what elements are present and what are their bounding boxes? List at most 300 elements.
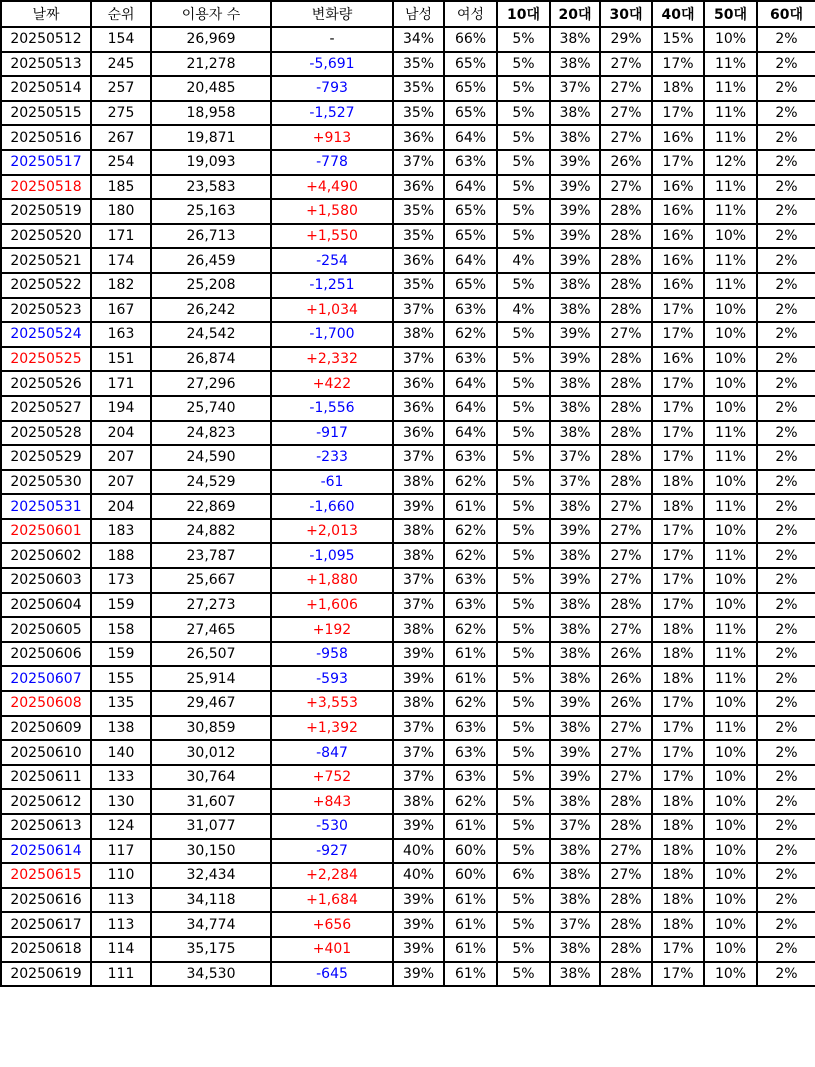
table-row	[1, 593, 815, 618]
cell-rank: 173	[91, 568, 151, 593]
cell-male: 38%	[393, 691, 444, 716]
cell-date: 20250615	[1, 863, 91, 888]
cell-change: -	[271, 27, 393, 52]
cell-date: 20250606	[1, 642, 91, 667]
cell-age-30: 28%	[600, 199, 652, 224]
cell-age-40: 17%	[652, 371, 704, 396]
cell-age-10: 5%	[497, 27, 550, 52]
cell-change: +2,013	[271, 519, 393, 544]
cell-users: 25,740	[151, 396, 271, 421]
cell-age-40: 17%	[652, 765, 704, 790]
cell-age-10: 5%	[497, 273, 550, 298]
cell-date: 20250519	[1, 199, 91, 224]
table-row	[1, 691, 815, 716]
cell-rank: 245	[91, 52, 151, 77]
cell-age-30: 28%	[600, 371, 652, 396]
cell-age-60: 2%	[757, 52, 815, 77]
cell-rank: 171	[91, 224, 151, 249]
cell-age-40: 17%	[652, 962, 704, 987]
cell-male: 36%	[393, 371, 444, 396]
cell-age-10: 5%	[497, 470, 550, 495]
cell-age-30: 27%	[600, 76, 652, 101]
cell-change: +192	[271, 617, 393, 642]
cell-age-40: 18%	[652, 912, 704, 937]
cell-rank: 113	[91, 888, 151, 913]
table-row	[1, 396, 815, 421]
cell-age-50: 11%	[704, 52, 757, 77]
cell-age-30: 28%	[600, 789, 652, 814]
cell-age-10: 5%	[497, 494, 550, 519]
cell-male: 35%	[393, 101, 444, 126]
cell-male: 36%	[393, 421, 444, 446]
cell-age-60: 2%	[757, 716, 815, 741]
cell-users: 26,459	[151, 248, 271, 273]
cell-age-20: 39%	[550, 322, 600, 347]
cell-rank: 257	[91, 76, 151, 101]
cell-age-50: 10%	[704, 789, 757, 814]
cell-age-20: 38%	[550, 125, 600, 150]
cell-age-10: 6%	[497, 863, 550, 888]
cell-male: 38%	[393, 617, 444, 642]
cell-age-10: 5%	[497, 765, 550, 790]
cell-users: 35,175	[151, 937, 271, 962]
cell-rank: 194	[91, 396, 151, 421]
cell-change: -927	[271, 839, 393, 864]
cell-female: 61%	[444, 814, 497, 839]
cell-change: -1,660	[271, 494, 393, 519]
cell-age-30: 27%	[600, 863, 652, 888]
cell-rank: 138	[91, 716, 151, 741]
cell-male: 37%	[393, 765, 444, 790]
cell-male: 38%	[393, 519, 444, 544]
cell-age-40: 18%	[652, 814, 704, 839]
cell-age-60: 2%	[757, 617, 815, 642]
cell-age-30: 27%	[600, 543, 652, 568]
cell-age-30: 26%	[600, 642, 652, 667]
cell-age-40: 18%	[652, 470, 704, 495]
cell-female: 61%	[444, 937, 497, 962]
cell-male: 34%	[393, 27, 444, 52]
cell-age-60: 2%	[757, 839, 815, 864]
cell-male: 36%	[393, 125, 444, 150]
cell-age-20: 38%	[550, 273, 600, 298]
cell-age-30: 27%	[600, 568, 652, 593]
cell-age-10: 5%	[497, 814, 550, 839]
table-row	[1, 322, 815, 347]
cell-age-20: 38%	[550, 962, 600, 987]
table-row	[1, 666, 815, 691]
cell-users: 26,874	[151, 347, 271, 372]
cell-rank: 267	[91, 125, 151, 150]
cell-age-20: 38%	[550, 52, 600, 77]
table-row	[1, 839, 815, 864]
cell-male: 40%	[393, 863, 444, 888]
cell-date: 20250528	[1, 421, 91, 446]
cell-age-10: 5%	[497, 322, 550, 347]
cell-age-40: 18%	[652, 789, 704, 814]
cell-female: 63%	[444, 347, 497, 372]
cell-age-40: 17%	[652, 150, 704, 175]
cell-age-30: 27%	[600, 175, 652, 200]
cell-female: 63%	[444, 765, 497, 790]
cell-rank: 158	[91, 617, 151, 642]
cell-age-30: 26%	[600, 666, 652, 691]
cell-users: 31,607	[151, 789, 271, 814]
cell-age-40: 17%	[652, 298, 704, 323]
cell-age-50: 10%	[704, 27, 757, 52]
cell-age-30: 26%	[600, 150, 652, 175]
cell-age-10: 5%	[497, 691, 550, 716]
cell-age-40: 17%	[652, 716, 704, 741]
cell-users: 18,958	[151, 101, 271, 126]
cell-age-60: 2%	[757, 568, 815, 593]
cell-users: 25,163	[151, 199, 271, 224]
cell-male: 36%	[393, 248, 444, 273]
cell-users: 24,590	[151, 445, 271, 470]
cell-age-10: 5%	[497, 716, 550, 741]
cell-age-50: 11%	[704, 125, 757, 150]
cell-age-20: 37%	[550, 814, 600, 839]
cell-male: 39%	[393, 962, 444, 987]
cell-age-40: 17%	[652, 322, 704, 347]
cell-rank: 180	[91, 199, 151, 224]
cell-date: 20250610	[1, 740, 91, 765]
cell-age-30: 28%	[600, 962, 652, 987]
cell-male: 37%	[393, 298, 444, 323]
cell-age-10: 5%	[497, 912, 550, 937]
cell-users: 25,667	[151, 568, 271, 593]
cell-age-20: 38%	[550, 27, 600, 52]
cell-age-60: 2%	[757, 101, 815, 126]
cell-age-10: 5%	[497, 224, 550, 249]
cell-rank: 159	[91, 642, 151, 667]
cell-age-50: 12%	[704, 150, 757, 175]
cell-age-10: 5%	[497, 839, 550, 864]
cell-rank: 130	[91, 789, 151, 814]
cell-age-60: 2%	[757, 199, 815, 224]
cell-age-20: 38%	[550, 937, 600, 962]
cell-age-50: 10%	[704, 740, 757, 765]
cell-age-40: 16%	[652, 125, 704, 150]
cell-male: 37%	[393, 445, 444, 470]
cell-date: 20250601	[1, 519, 91, 544]
table-row	[1, 101, 815, 126]
cell-female: 65%	[444, 273, 497, 298]
cell-change: +1,880	[271, 568, 393, 593]
cell-age-50: 10%	[704, 765, 757, 790]
cell-date: 20250605	[1, 617, 91, 642]
table-row	[1, 765, 815, 790]
cell-age-20: 38%	[550, 298, 600, 323]
cell-female: 66%	[444, 27, 497, 52]
cell-date: 20250608	[1, 691, 91, 716]
cell-female: 61%	[444, 642, 497, 667]
cell-change: +913	[271, 125, 393, 150]
cell-age-20: 38%	[550, 789, 600, 814]
cell-female: 65%	[444, 52, 497, 77]
cell-age-50: 10%	[704, 298, 757, 323]
cell-rank: 159	[91, 593, 151, 618]
cell-date: 20250525	[1, 347, 91, 372]
cell-age-30: 27%	[600, 519, 652, 544]
cell-age-20: 38%	[550, 101, 600, 126]
cell-date: 20250618	[1, 937, 91, 962]
cell-change: -61	[271, 470, 393, 495]
table-row	[1, 199, 815, 224]
cell-age-20: 37%	[550, 76, 600, 101]
cell-age-10: 5%	[497, 642, 550, 667]
cell-age-40: 17%	[652, 445, 704, 470]
cell-users: 25,208	[151, 273, 271, 298]
table-row	[1, 248, 815, 273]
cell-change: +422	[271, 371, 393, 396]
cell-change: +2,332	[271, 347, 393, 372]
table-row	[1, 937, 815, 962]
cell-age-60: 2%	[757, 888, 815, 913]
cell-change: +1,550	[271, 224, 393, 249]
cell-age-30: 27%	[600, 494, 652, 519]
cell-age-50: 10%	[704, 962, 757, 987]
cell-male: 39%	[393, 642, 444, 667]
cell-age-20: 39%	[550, 765, 600, 790]
cell-female: 62%	[444, 543, 497, 568]
cell-age-30: 27%	[600, 617, 652, 642]
table-row	[1, 347, 815, 372]
cell-date: 20250616	[1, 888, 91, 913]
cell-age-10: 5%	[497, 125, 550, 150]
cell-users: 24,542	[151, 322, 271, 347]
cell-age-10: 5%	[497, 396, 550, 421]
table-row	[1, 863, 815, 888]
cell-age-50: 11%	[704, 199, 757, 224]
header-change: 변화량	[271, 1, 393, 27]
cell-rank: 254	[91, 150, 151, 175]
cell-age-30: 28%	[600, 396, 652, 421]
cell-rank: 163	[91, 322, 151, 347]
cell-age-20: 37%	[550, 445, 600, 470]
cell-age-50: 10%	[704, 839, 757, 864]
cell-age-50: 10%	[704, 396, 757, 421]
cell-users: 30,150	[151, 839, 271, 864]
cell-age-10: 4%	[497, 298, 550, 323]
cell-age-20: 39%	[550, 199, 600, 224]
cell-female: 64%	[444, 248, 497, 273]
cell-change: +1,034	[271, 298, 393, 323]
cell-female: 63%	[444, 298, 497, 323]
cell-users: 24,529	[151, 470, 271, 495]
cell-date: 20250604	[1, 593, 91, 618]
cell-change: -1,700	[271, 322, 393, 347]
cell-age-10: 5%	[497, 937, 550, 962]
cell-users: 22,869	[151, 494, 271, 519]
cell-date: 20250530	[1, 470, 91, 495]
cell-female: 63%	[444, 568, 497, 593]
cell-users: 25,914	[151, 666, 271, 691]
cell-date: 20250527	[1, 396, 91, 421]
cell-users: 34,118	[151, 888, 271, 913]
cell-female: 60%	[444, 839, 497, 864]
cell-male: 39%	[393, 666, 444, 691]
cell-age-60: 2%	[757, 740, 815, 765]
cell-date: 20250619	[1, 962, 91, 987]
cell-age-60: 2%	[757, 396, 815, 421]
cell-age-30: 27%	[600, 740, 652, 765]
cell-age-60: 2%	[757, 789, 815, 814]
cell-age-30: 27%	[600, 52, 652, 77]
cell-rank: 135	[91, 691, 151, 716]
cell-rank: 188	[91, 543, 151, 568]
cell-users: 20,485	[151, 76, 271, 101]
cell-rank: 154	[91, 27, 151, 52]
cell-age-10: 5%	[497, 789, 550, 814]
cell-age-10: 5%	[497, 421, 550, 446]
cell-users: 24,823	[151, 421, 271, 446]
cell-age-50: 10%	[704, 470, 757, 495]
cell-rank: 204	[91, 494, 151, 519]
cell-male: 39%	[393, 494, 444, 519]
header-row	[1, 1, 815, 27]
cell-users: 27,273	[151, 593, 271, 618]
table-row	[1, 175, 815, 200]
cell-age-20: 39%	[550, 740, 600, 765]
cell-age-20: 38%	[550, 371, 600, 396]
cell-age-60: 2%	[757, 593, 815, 618]
table-row	[1, 298, 815, 323]
cell-rank: 114	[91, 937, 151, 962]
cell-users: 19,093	[151, 150, 271, 175]
cell-age-40: 17%	[652, 52, 704, 77]
cell-date: 20250607	[1, 666, 91, 691]
cell-users: 26,507	[151, 642, 271, 667]
cell-age-10: 5%	[497, 740, 550, 765]
cell-age-60: 2%	[757, 814, 815, 839]
cell-age-40: 18%	[652, 76, 704, 101]
cell-rank: 182	[91, 273, 151, 298]
cell-age-40: 16%	[652, 224, 704, 249]
cell-rank: 155	[91, 666, 151, 691]
cell-age-40: 18%	[652, 839, 704, 864]
cell-female: 61%	[444, 912, 497, 937]
cell-age-60: 2%	[757, 691, 815, 716]
cell-age-20: 38%	[550, 494, 600, 519]
cell-age-50: 10%	[704, 912, 757, 937]
cell-female: 64%	[444, 125, 497, 150]
cell-female: 62%	[444, 322, 497, 347]
cell-age-50: 10%	[704, 371, 757, 396]
cell-age-20: 38%	[550, 863, 600, 888]
cell-age-30: 27%	[600, 101, 652, 126]
cell-age-40: 18%	[652, 666, 704, 691]
cell-rank: 174	[91, 248, 151, 273]
cell-rank: 124	[91, 814, 151, 839]
cell-female: 64%	[444, 396, 497, 421]
cell-male: 38%	[393, 543, 444, 568]
cell-users: 24,882	[151, 519, 271, 544]
cell-age-50: 11%	[704, 716, 757, 741]
cell-age-30: 28%	[600, 888, 652, 913]
cell-age-10: 5%	[497, 371, 550, 396]
cell-change: -1,527	[271, 101, 393, 126]
cell-age-20: 37%	[550, 470, 600, 495]
cell-male: 37%	[393, 593, 444, 618]
cell-age-10: 5%	[497, 617, 550, 642]
cell-age-20: 37%	[550, 912, 600, 937]
cell-rank: 183	[91, 519, 151, 544]
cell-female: 62%	[444, 617, 497, 642]
cell-change: -530	[271, 814, 393, 839]
cell-age-20: 38%	[550, 666, 600, 691]
cell-male: 37%	[393, 740, 444, 765]
cell-rank: 110	[91, 863, 151, 888]
cell-age-40: 17%	[652, 421, 704, 446]
cell-age-60: 2%	[757, 248, 815, 273]
table-row	[1, 273, 815, 298]
table-row	[1, 740, 815, 765]
cell-date: 20250522	[1, 273, 91, 298]
cell-age-30: 27%	[600, 322, 652, 347]
cell-change: +752	[271, 765, 393, 790]
cell-age-30: 28%	[600, 224, 652, 249]
cell-age-20: 38%	[550, 617, 600, 642]
cell-date: 20250609	[1, 716, 91, 741]
cell-male: 35%	[393, 224, 444, 249]
cell-age-20: 38%	[550, 421, 600, 446]
cell-age-50: 11%	[704, 445, 757, 470]
cell-age-60: 2%	[757, 298, 815, 323]
cell-age-30: 28%	[600, 593, 652, 618]
cell-rank: 113	[91, 912, 151, 937]
cell-users: 34,774	[151, 912, 271, 937]
table-row	[1, 494, 815, 519]
header-date: 날짜	[1, 1, 91, 27]
cell-age-40: 17%	[652, 101, 704, 126]
cell-female: 62%	[444, 519, 497, 544]
cell-age-10: 5%	[497, 519, 550, 544]
cell-age-50: 10%	[704, 863, 757, 888]
cell-age-20: 39%	[550, 224, 600, 249]
cell-age-60: 2%	[757, 322, 815, 347]
cell-male: 38%	[393, 322, 444, 347]
cell-age-30: 29%	[600, 27, 652, 52]
cell-age-40: 17%	[652, 519, 704, 544]
cell-age-40: 18%	[652, 888, 704, 913]
cell-age-10: 5%	[497, 593, 550, 618]
cell-female: 61%	[444, 888, 497, 913]
cell-rank: 117	[91, 839, 151, 864]
table-row	[1, 421, 815, 446]
cell-male: 37%	[393, 568, 444, 593]
cell-rank: 167	[91, 298, 151, 323]
cell-change: -1,095	[271, 543, 393, 568]
cell-female: 64%	[444, 371, 497, 396]
cell-male: 39%	[393, 814, 444, 839]
cell-age-50: 10%	[704, 814, 757, 839]
cell-age-60: 2%	[757, 445, 815, 470]
cell-change: -5,691	[271, 52, 393, 77]
table-row	[1, 962, 815, 987]
cell-users: 23,583	[151, 175, 271, 200]
cell-age-30: 28%	[600, 347, 652, 372]
cell-users: 29,467	[151, 691, 271, 716]
cell-date: 20250617	[1, 912, 91, 937]
cell-age-10: 5%	[497, 666, 550, 691]
cell-female: 65%	[444, 101, 497, 126]
cell-age-30: 27%	[600, 125, 652, 150]
cell-female: 63%	[444, 150, 497, 175]
cell-age-10: 5%	[497, 888, 550, 913]
cell-users: 21,278	[151, 52, 271, 77]
cell-change: +3,553	[271, 691, 393, 716]
